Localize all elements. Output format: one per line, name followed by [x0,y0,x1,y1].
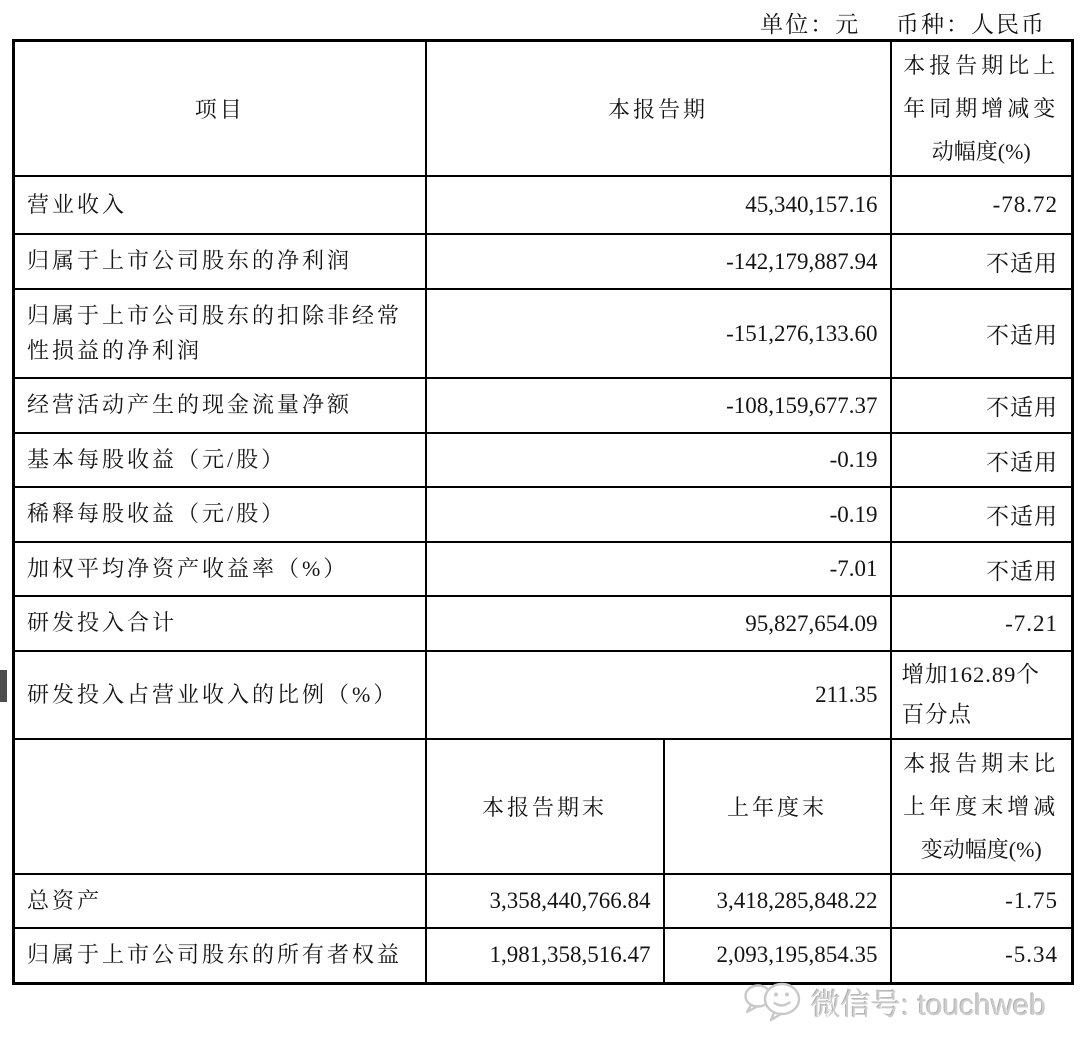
watermark [741,978,1046,1026]
period-value: 45,340,157.16 [426,176,891,234]
change-value: 不适用 [891,487,1073,542]
item-label: 基本每股收益（元/股） [14,433,426,487]
table-row [14,874,1073,928]
change-value: 不适用 [891,378,1073,433]
header-balance-change [891,739,1073,874]
period-end-value: 1,981,358,516.47 [426,928,664,983]
period-end-value: 3,358,440,766.84 [426,874,664,928]
period-value: -0.19 [426,433,891,487]
table-row [14,433,1073,487]
header-balance-change-line2: 上年度末增减 [903,794,1060,819]
header-change-line2: 年同期增减变 [903,96,1060,121]
item-label: 归属于上市公司股东的所有者权益 [14,928,426,983]
table-row [14,596,1073,651]
table-row [14,378,1073,433]
change-value: 不适用 [891,234,1073,289]
change-value: 不适用 [891,433,1073,487]
wechat-icon [741,978,803,1026]
balance-header-row [14,739,1073,874]
prev-year-end-value: 3,418,285,848.22 [664,874,891,928]
table-row [14,289,1073,378]
period-value: -0.19 [426,487,891,542]
change-value: 不适用 [891,542,1073,596]
item-label: 研发投入占营业收入的比例（%） [14,651,426,739]
header-change [891,41,1073,177]
item-label: 稀释每股收益（元/股） [14,487,426,542]
change-value: 增加162.89个百分点 [891,651,1073,739]
header-current-period-end: 本报告期末 [426,739,664,874]
period-value: 211.35 [426,651,891,739]
watermark-label: 微信号: touchweb [810,989,1046,1022]
table-row [14,176,1073,234]
financial-report-table [12,39,1074,985]
change-value: -7.21 [891,596,1073,651]
summary-header-row [14,41,1073,177]
item-label: 归属于上市公司股东的扣除非经常性损益的净利润 [14,289,426,378]
period-value: -108,159,677.37 [426,378,891,433]
item-label: 归属于上市公司股东的净利润 [14,234,426,289]
header-current-period: 本报告期 [426,41,891,177]
item-label: 营业收入 [14,176,426,234]
item-label: 研发投入合计 [14,596,426,651]
period-value: -142,179,887.94 [426,234,891,289]
period-value: -7.01 [426,542,891,596]
empty-header-cell [14,739,426,874]
item-label: 经营活动产生的现金流量净额 [14,378,426,433]
table-row [14,651,1073,739]
change-value: -78.72 [891,176,1073,234]
header-change-line3: 动幅度(%) [931,139,1031,164]
change-value: 不适用 [891,289,1073,378]
table-row [14,234,1073,289]
left-edge-artifact [0,670,7,702]
table-row [14,928,1073,983]
change-value: -1.75 [891,874,1073,928]
unit-currency-line [760,6,1046,39]
currency-label: 币种：人民币 [896,12,1046,37]
table-row [14,542,1073,596]
header-change-line1: 本报告期比上 [903,53,1060,78]
unit-label: 单位：元 [760,12,861,37]
change-value: -5.34 [891,928,1073,983]
item-label: 总资产 [14,874,426,928]
period-value: -151,276,133.60 [426,289,891,378]
item-label: 加权平均净资产收益率（%） [14,542,426,596]
header-item: 项目 [14,41,426,177]
prev-year-end-value: 2,093,195,854.35 [664,928,891,983]
header-balance-change-line3: 变动幅度(%) [920,837,1042,862]
header-balance-change-line1: 本报告期末比 [903,751,1060,776]
header-prev-year-end: 上年度末 [664,739,891,874]
period-value: 95,827,654.09 [426,596,891,651]
table-row [14,487,1073,542]
